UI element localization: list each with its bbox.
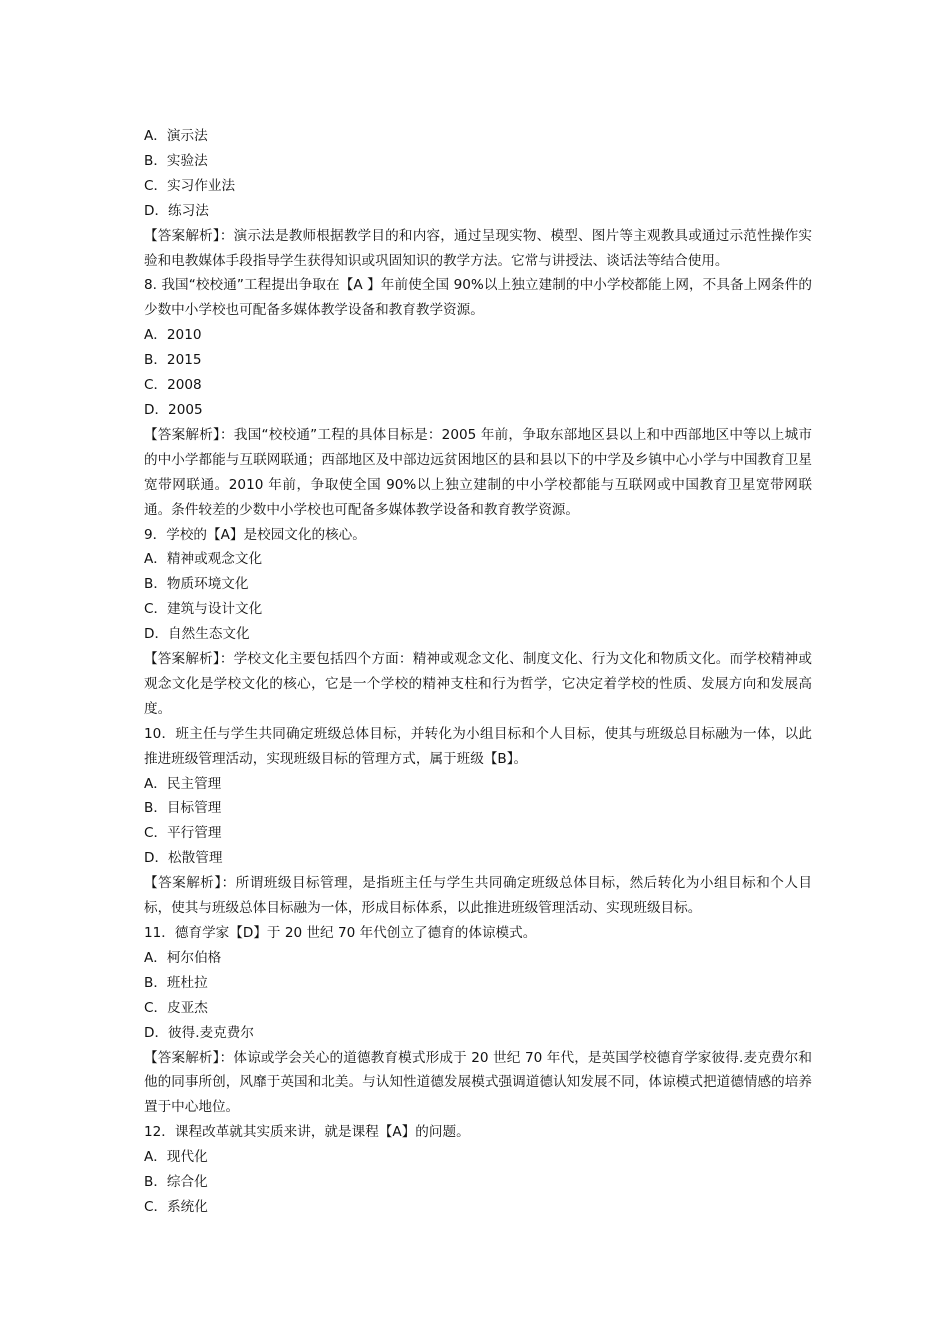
q9-stem: 9．学校的【A】是校园文化的核心。	[144, 526, 366, 543]
q7-option-a: A．演示法	[144, 128, 208, 144]
q7-option-c: C．实习作业法	[144, 177, 236, 194]
q9-option-b: B．物质环境文化	[144, 576, 249, 593]
q11-option-d: D．彼得.麦克费尔	[144, 1024, 254, 1041]
q8-option-a: A．2010	[144, 327, 202, 344]
q12-option-a: A．现代化	[144, 1149, 208, 1166]
q8-option-b: B．2015	[144, 352, 202, 369]
document-page	[144, 124, 812, 1220]
q9-option-d: D．自然生态文化	[144, 626, 250, 643]
q8-answer-analysis: 【答案解析】：我国“校校通”工程的具体目标是：2005 年前，争取东部地区县以上和中西部地区中等以上城市的中小学都能与互联网联通；西部地区及中部边远贫困地区的县和县以下的中学及乡镇中心小学与中国教育卫星宽带网联通。2010 年前，争取使全国 90%以上独立建制的中小学校都能与互联网或中国教育卫星宽带网联通。条件较差的少数中小学校也可配备多媒体教学设备和教育教学资源。	[144, 426, 812, 518]
q9-option-a: A．精神或观念文化	[144, 551, 263, 568]
q11-option-c: C．皮亚杰	[144, 999, 208, 1016]
q8-stem: 8. 我国“校校通”工程提出争取在【A 】年前使全国 90%以上独立建制的中小学校都能上网，不具备上网条件的少数中小学校也可配备多媒体教学设备和教育教学资源。	[144, 277, 812, 319]
q8-option-c: C．2008	[144, 377, 202, 394]
q10-option-d: D．松散管理	[144, 850, 223, 867]
q11-stem: 11．德育学家【D】于 20 世纪 70 年代创立了德育的体谅模式。	[144, 925, 537, 941]
q10-answer-analysis: 【答案解析】：所谓班级目标管理，是指班主任与学生共同确定班级总体目标，然后转化为小组目标和个人目标，使其与班级总体目标融为一体，形成目标体系，以此推进班级管理活动、实现班级目标。	[144, 875, 812, 917]
q7-answer-analysis: 【答案解析】：演示法是教师根据教学目的和内容，通过呈现实物、模型、图片等主观教具或通过示范性操作实验和电教媒体手段指导学生获得知识或巩固知识的教学方法。它常与讲授法、谈话法等结合使用。	[144, 227, 812, 269]
q7-option-d: D．练习法	[144, 202, 209, 219]
q10-stem: 10．班主任与学生共同确定班级总体目标，并转化为小组目标和个人目标，使其与班级总目标融为一体，以此推进班级管理活动，实现班级目标的管理方式，属于班级【B】。	[144, 725, 812, 767]
q9-option-c: C．建筑与设计文化	[144, 601, 263, 618]
q9-answer-analysis: 【答案解析】：学校文化主要包括四个方面：精神或观念文化、制度文化、行为文化和物质文化。而学校精神或观念文化是学校文化的核心，它是一个学校的精神支柱和行为哲学，它决定着学校的性质、发展方向和发展高度。	[144, 651, 812, 717]
q8-option-d: D．2005	[144, 401, 203, 418]
q12-stem: 12．课程改革就其实质来讲，就是课程【A】的问题。	[144, 1124, 470, 1141]
q12-option-b: B．综合化	[144, 1174, 208, 1191]
q10-option-c: C．平行管理	[144, 825, 222, 842]
q12-option-c: C．系统化	[144, 1198, 208, 1215]
q11-answer-analysis: 【答案解析】：体谅或学会关心的道德教育模式形成于 20 世纪 70 年代，是英国学校德育学家彼得.麦克费尔和他的同事所创，风靡于英国和北美。与认知性道德发展模式强调道德认知发展不同，体谅模式把道德情感的培养置于中心地位。	[144, 1049, 812, 1116]
q10-option-b: B．目标管理	[144, 800, 222, 817]
q7-option-b: B．实验法	[144, 152, 208, 169]
q11-option-a: A．柯尔伯格	[144, 949, 222, 966]
q11-option-b: B．班杜拉	[144, 974, 208, 991]
q10-option-a: A．民主管理	[144, 775, 222, 792]
